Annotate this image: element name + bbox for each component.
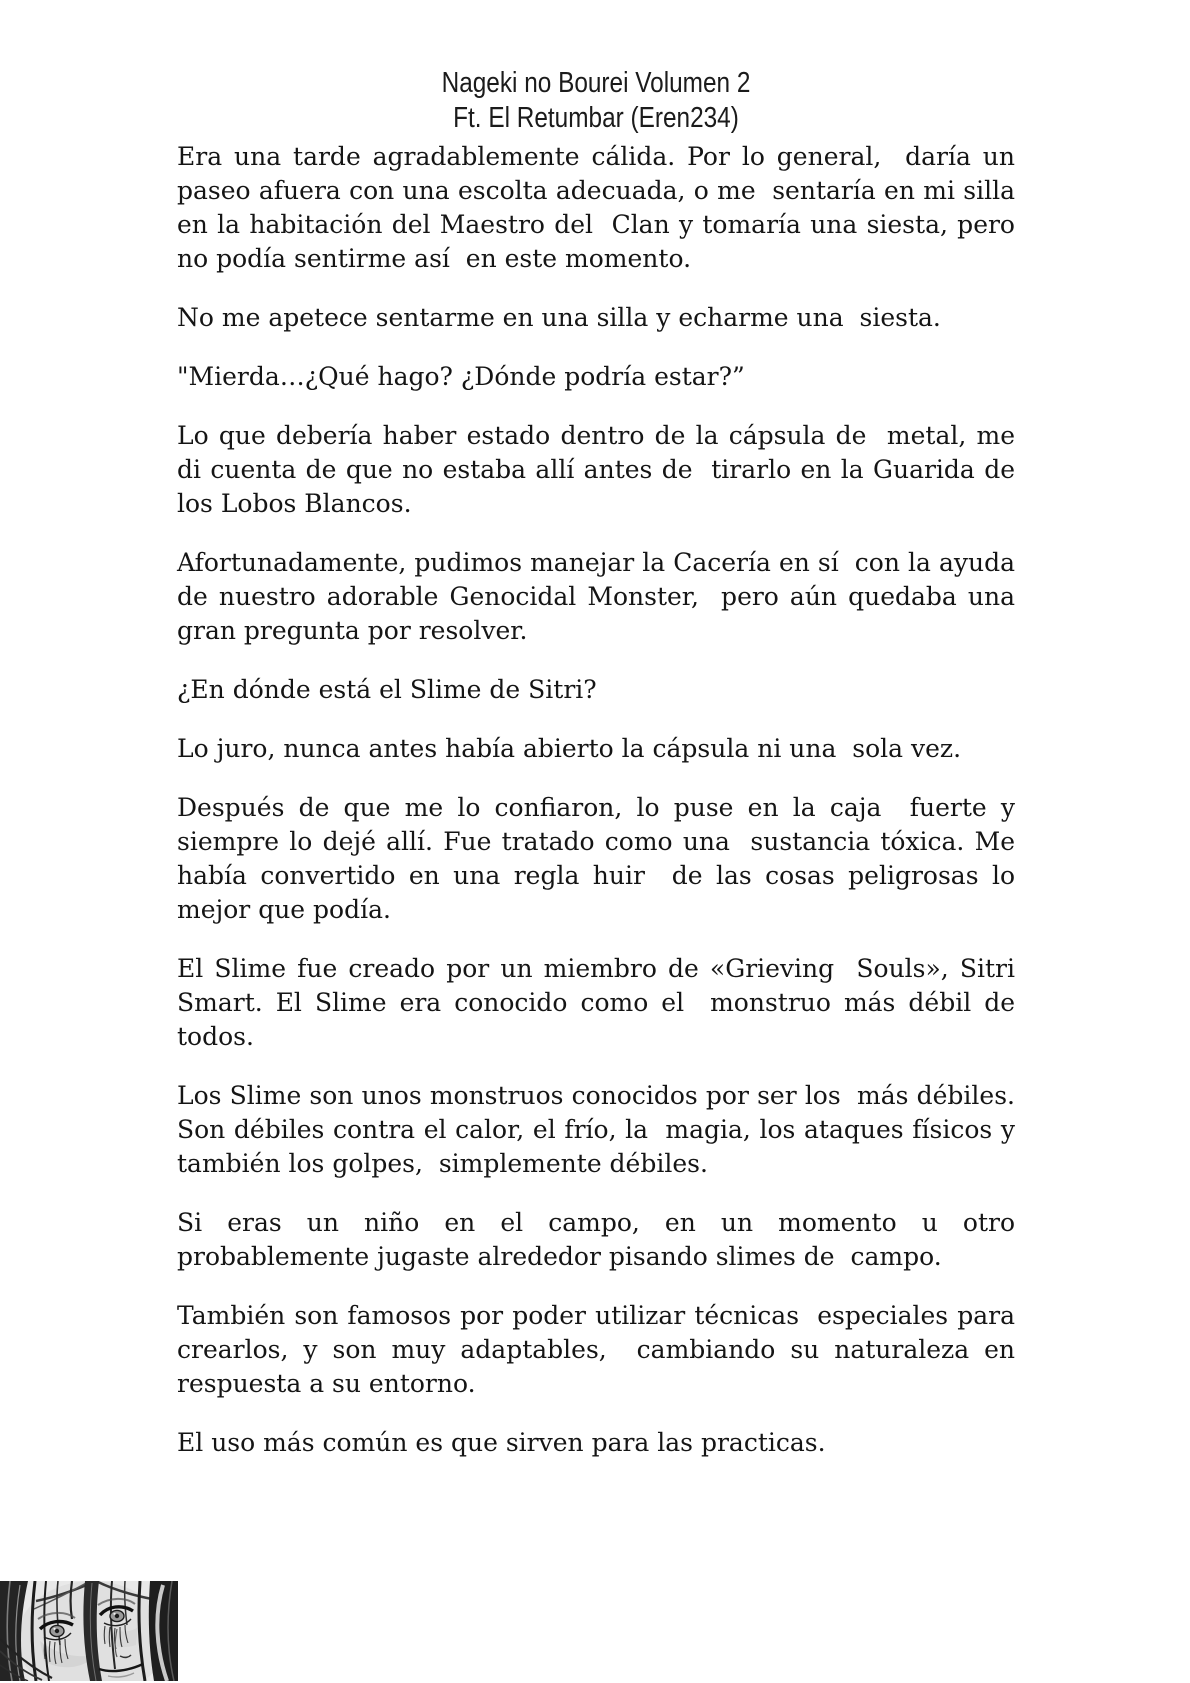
paragraph: Lo juro, nunca antes había abierto la cápsula ni una sola vez. xyxy=(177,734,962,763)
paragraph: ¿En dónde está el Slime de Sitri? xyxy=(177,675,597,704)
document-body xyxy=(177,140,1039,1485)
paragraph: Era una tarde agradablemente cálida. Por lo general, daría un paseo afuera con una escolta adecuada, o me sentaría en mi silla en la habitación del Maestro del Clan y tomaría una siesta, pero no podía sentirme así en este momento. xyxy=(177,142,1023,273)
paragraph: Los Slime son unos monstruos conocidos por ser los más débiles. Son débiles contra el calor, el frío, la magia, los ataques físicos y también los golpes, simplemente débiles. xyxy=(177,1081,1023,1178)
page-subtitle: Ft. El Retumbar (Eren234) xyxy=(453,102,739,134)
paragraph: Lo que debería haber estado dentro de la cápsula de metal, me di cuenta de que no estaba allí antes de tirarlo en la Guarida de los Lobos Blancos. xyxy=(177,421,1023,518)
paragraph: No me apetece sentarme en una silla y echarme una siesta. xyxy=(177,303,941,332)
page-title: Nageki no Bourei Volumen 2 xyxy=(441,67,751,99)
manga-face-illustration xyxy=(0,1581,178,1681)
paragraph: El uso más común es que sirven para las practicas. xyxy=(177,1428,826,1457)
paragraph: Afortunadamente, pudimos manejar la Cacería en sí con la ayuda de nuestro adorable Genocidal Monster, pero aún quedaba una gran pregunta por resolver. xyxy=(177,548,1023,645)
document-header xyxy=(177,66,1015,136)
paragraph: "Mierda…¿Qué hago? ¿Dónde podría estar?” xyxy=(177,362,745,391)
paragraph: Si eras un niño en el campo, en un momento u otro probablemente jugaste alrededor pisando slimes de campo. xyxy=(177,1208,1039,1271)
paragraph: Después de que me lo confiaron, lo puse en la caja fuerte y siempre lo dejé allí. Fue tratado como una sustancia tóxica. Me había convertido en una regla huir de las cosas peligrosas lo mejor que podía. xyxy=(177,793,1023,924)
paragraph: El Slime fue creado por un miembro de «Grieving Souls», Sitri Smart. El Slime era conocido como el monstruo más débil de todos. xyxy=(177,954,1023,1051)
paragraph: También son famosos por poder utilizar técnicas especiales para crearlos, y son muy adaptables, cambiando su naturaleza en respuesta a su entorno. xyxy=(177,1301,1023,1398)
